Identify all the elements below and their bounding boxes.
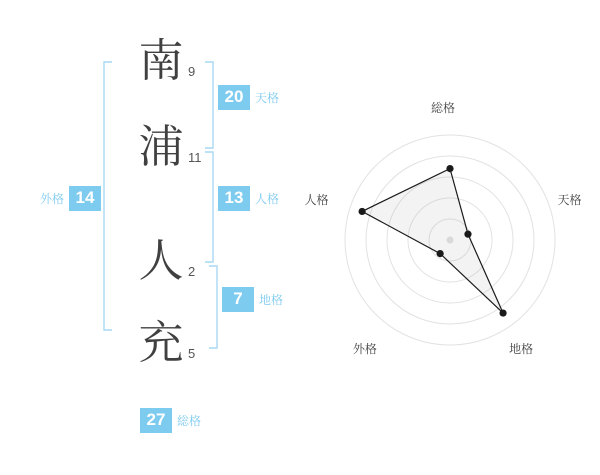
stroke-count-0: 9 xyxy=(188,64,196,79)
badge-jinkaku-value: 13 xyxy=(218,186,250,211)
name-character-3: 充 xyxy=(138,316,184,369)
badge-tenkaku xyxy=(218,85,279,110)
radar-chart-panel xyxy=(300,0,600,470)
badge-soukaku xyxy=(140,408,201,433)
radar-center-dot xyxy=(447,237,454,244)
axis-label-gaikaku: 外格 xyxy=(352,341,377,356)
badge-gaikaku-value: 14 xyxy=(69,186,101,211)
stroke-count-1: 11 xyxy=(188,150,202,165)
badge-chikaku-label: 地格 xyxy=(259,292,284,307)
axis-label-tenkaku: 天格 xyxy=(557,192,582,207)
badge-jinkaku xyxy=(218,186,279,211)
badge-chikaku xyxy=(222,287,283,312)
badge-jinkaku-label: 人格 xyxy=(255,191,280,206)
badge-gaikaku xyxy=(40,186,101,211)
name-character-2: 人 xyxy=(138,234,184,287)
radar-chart xyxy=(300,0,600,470)
badge-soukaku-value: 27 xyxy=(140,408,172,433)
badge-gaikaku-label: 外格 xyxy=(40,191,65,206)
stroke-count-3: 5 xyxy=(188,346,196,361)
badge-tenkaku-value: 20 xyxy=(218,85,250,110)
name-character-1: 浦 xyxy=(138,120,184,173)
badge-chikaku-value: 7 xyxy=(222,287,254,312)
axis-label-soukaku: 総格 xyxy=(431,101,456,115)
stroke-count-2: 2 xyxy=(188,264,196,279)
name-character-0: 南 xyxy=(138,34,184,87)
badge-tenkaku-label: 天格 xyxy=(255,90,280,105)
axis-label-chikaku: 地格 xyxy=(509,341,534,356)
axis-label-jinkaku: 人格 xyxy=(304,192,329,207)
name-panel xyxy=(0,0,300,470)
badge-soukaku-label: 総格 xyxy=(177,413,202,428)
